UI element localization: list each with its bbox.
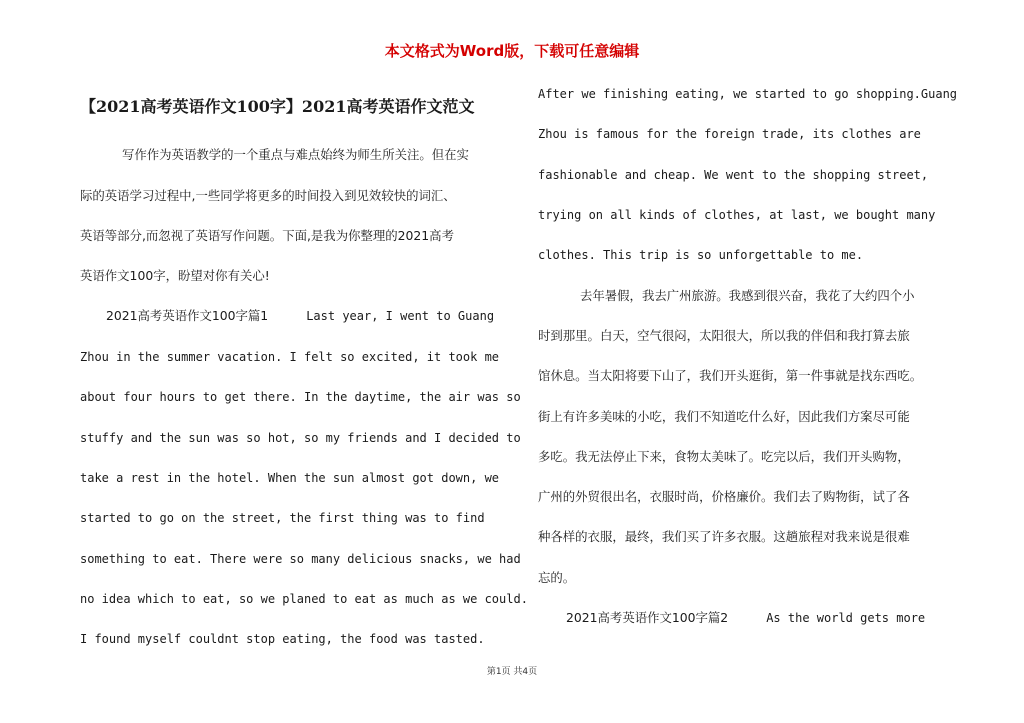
essay-heading-line: [566, 612, 925, 624]
download-banner: 本文格式为Word版，下载可任意编辑: [384, 42, 640, 60]
paragraph-line: Zhou in the summer vacation. I felt so excited, it took me: [80, 350, 500, 364]
page-number: 第1页 共4页: [486, 667, 538, 677]
paragraph-line: 写作作为英语教学的一个重点与难点始终为师生所关注。但在实: [122, 147, 469, 162]
paragraph-line: fashionable and cheap. We went to the shopping street,: [538, 168, 929, 182]
paragraph-line: no idea which to eat, so we planed to eat as much as we could.: [80, 592, 528, 606]
paragraph-line: 忘的。: [538, 570, 576, 585]
essay-1-first-words: Last year, I went to Guang: [306, 309, 495, 323]
paragraph-line: stuffy and the sun was so hot, so my friends and I decided to: [80, 431, 521, 445]
essay-1-heading: 2021高考英语作文100字篇1: [106, 308, 269, 323]
essay-heading-line: [106, 310, 494, 322]
paragraph-line: 去年暑假，我去广州旅游。我感到很兴奋，我花了大约四个小: [580, 288, 915, 303]
paragraph-line: Zhou is famous for the foreign trade, its clothes are: [538, 127, 921, 141]
document-title: 【2021高考英语作文100字】2021高考英语作文范文: [80, 97, 475, 116]
paragraph-line: After we finishing eating, we started to go shopping.Guang: [538, 87, 958, 101]
paragraph-line: 时到那里。白天，空气很闷，太阳很大，所以我的伴侣和我打算去旅: [538, 328, 910, 343]
paragraph-line: take a rest in the hotel. When the sun almost got down, we: [80, 471, 500, 485]
paragraph-line: 多吃。我无法停止下来，食物太美味了。吃完以后，我们开头购物，: [538, 449, 910, 464]
paragraph-line: started to go on the street, the first thing was to find: [80, 511, 485, 525]
paragraph-line: 英语等部分,而忽视了英语写作问题。下面,是我为你整理的2021高考: [80, 228, 454, 243]
paragraph-line: I found myself couldnt stop eating, the food was tasted.: [80, 632, 485, 646]
essay-2-heading: 2021高考英语作文100字篇2: [566, 610, 729, 625]
essay-2-first-words: As the world gets more: [766, 611, 926, 625]
paragraph-line: 馆休息。当太阳将要下山了，我们开头逛街，第一件事就是找东西吃。: [538, 368, 923, 383]
paragraph-line: trying on all kinds of clothes, at last, we bought many: [538, 208, 936, 222]
paragraph-line: 际的英语学习过程中,一些同学将更多的时间投入到见效较快的词汇、: [80, 188, 456, 203]
paragraph-line: about four hours to get there. In the daytime, the air was so: [80, 390, 521, 404]
paragraph-line: something to eat. There were so many delicious snacks, we had: [80, 552, 521, 566]
paragraph-line: 英语作文100字，盼望对你有关心!: [80, 268, 270, 283]
paragraph-line: clothes. This trip is so unforgettable to me.: [538, 248, 864, 262]
paragraph-line: 种各样的衣服，最终，我们买了许多衣服。这趟旅程对我来说是很难: [538, 529, 910, 544]
paragraph-line: 街上有许多美味的小吃，我们不知道吃什么好，因此我们方案尽可能: [538, 409, 910, 424]
paragraph-line: 广州的外贸很出名，衣服时尚，价格廉价。我们去了购物街，试了各: [538, 489, 910, 504]
